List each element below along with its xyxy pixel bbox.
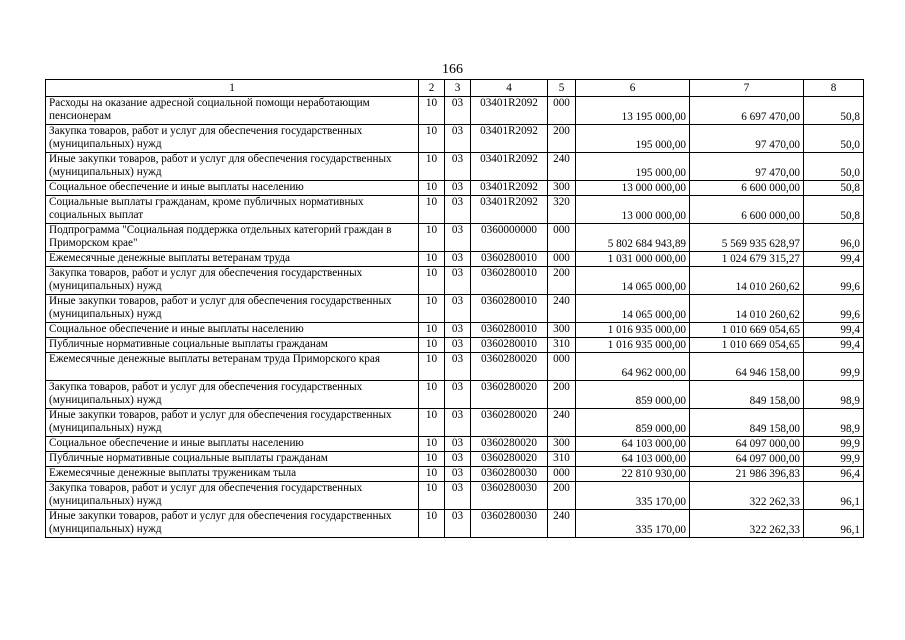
table-row	[46, 125, 864, 153]
row-executed-amount: 6 600 000,00	[690, 196, 804, 224]
column-header: 6	[576, 80, 690, 97]
row-section: 10	[419, 295, 445, 323]
row-name: Иные закупки товаров, работ и услуг для обеспечения государственных (муниципальных) нужд	[46, 409, 419, 437]
row-target-code: 0360280010	[471, 252, 548, 267]
row-expense-type: 000	[548, 252, 576, 267]
row-expense-type: 240	[548, 153, 576, 181]
row-planned-amount: 195 000,00	[576, 125, 690, 153]
row-subsection: 03	[445, 452, 471, 467]
row-planned-amount: 64 103 000,00	[576, 452, 690, 467]
row-percent: 50,8	[804, 97, 864, 125]
row-percent: 99,6	[804, 295, 864, 323]
row-planned-amount: 1 031 000 000,00	[576, 252, 690, 267]
row-expense-type: 310	[548, 338, 576, 353]
row-expense-type: 310	[548, 452, 576, 467]
row-expense-type: 320	[548, 196, 576, 224]
row-section: 10	[419, 353, 445, 381]
row-target-code: 0360280020	[471, 437, 548, 452]
row-executed-amount: 1 024 679 315,27	[690, 252, 804, 267]
row-expense-type: 200	[548, 125, 576, 153]
column-header: 8	[804, 80, 864, 97]
row-percent: 99,4	[804, 252, 864, 267]
row-executed-amount: 322 262,33	[690, 510, 804, 538]
row-target-code: 0360280030	[471, 467, 548, 482]
row-percent: 96,4	[804, 467, 864, 482]
row-executed-amount: 6 600 000,00	[690, 181, 804, 196]
row-percent: 99,9	[804, 437, 864, 452]
row-name: Публичные нормативные социальные выплаты гражданам	[46, 452, 419, 467]
row-planned-amount: 13 000 000,00	[576, 181, 690, 196]
row-percent: 99,9	[804, 452, 864, 467]
table-body	[46, 97, 864, 538]
row-name: Закупка товаров, работ и услуг для обеспечения государственных (муниципальных) нужд	[46, 482, 419, 510]
row-section: 10	[419, 510, 445, 538]
row-subsection: 03	[445, 467, 471, 482]
row-section: 10	[419, 181, 445, 196]
row-percent: 99,4	[804, 338, 864, 353]
row-executed-amount: 6 697 470,00	[690, 97, 804, 125]
row-subsection: 03	[445, 381, 471, 409]
row-percent: 50,0	[804, 125, 864, 153]
row-percent: 96,1	[804, 510, 864, 538]
row-executed-amount: 97 470,00	[690, 153, 804, 181]
row-subsection: 03	[445, 196, 471, 224]
row-subsection: 03	[445, 437, 471, 452]
row-target-code: 0360280020	[471, 409, 548, 437]
row-executed-amount: 322 262,33	[690, 482, 804, 510]
row-expense-type: 000	[548, 97, 576, 125]
row-target-code: 0360280010	[471, 267, 548, 295]
row-executed-amount: 64 097 000,00	[690, 452, 804, 467]
row-target-code: 03401R2092	[471, 97, 548, 125]
row-section: 10	[419, 482, 445, 510]
row-subsection: 03	[445, 224, 471, 252]
row-percent: 98,9	[804, 409, 864, 437]
table-row	[46, 153, 864, 181]
row-section: 10	[419, 153, 445, 181]
row-percent: 96,0	[804, 224, 864, 252]
row-subsection: 03	[445, 510, 471, 538]
row-section: 10	[419, 97, 445, 125]
row-executed-amount: 5 569 935 628,97	[690, 224, 804, 252]
row-expense-type: 200	[548, 482, 576, 510]
row-executed-amount: 1 010 669 054,65	[690, 338, 804, 353]
row-expense-type: 000	[548, 353, 576, 381]
row-target-code: 0360280010	[471, 338, 548, 353]
row-target-code: 0360280030	[471, 510, 548, 538]
row-percent: 98,9	[804, 381, 864, 409]
row-target-code: 03401R2092	[471, 125, 548, 153]
row-executed-amount: 14 010 260,62	[690, 267, 804, 295]
row-target-code: 0360280020	[471, 353, 548, 381]
row-subsection: 03	[445, 267, 471, 295]
row-percent: 99,6	[804, 267, 864, 295]
row-target-code: 0360280020	[471, 381, 548, 409]
row-percent: 50,0	[804, 153, 864, 181]
column-header: 5	[548, 80, 576, 97]
row-subsection: 03	[445, 181, 471, 196]
row-expense-type: 200	[548, 267, 576, 295]
table-row	[46, 224, 864, 252]
page-number: 166	[442, 62, 463, 77]
row-target-code: 0360280010	[471, 323, 548, 338]
row-percent: 99,4	[804, 323, 864, 338]
row-name: Закупка товаров, работ и услуг для обеспечения государственных (муниципальных) нужд	[46, 381, 419, 409]
row-executed-amount: 21 986 396,83	[690, 467, 804, 482]
row-expense-type: 300	[548, 323, 576, 338]
row-planned-amount: 14 065 000,00	[576, 295, 690, 323]
row-planned-amount: 859 000,00	[576, 381, 690, 409]
row-name: Закупка товаров, работ и услуг для обеспечения государственных (муниципальных) нужд	[46, 267, 419, 295]
row-subsection: 03	[445, 125, 471, 153]
row-executed-amount: 14 010 260,62	[690, 295, 804, 323]
row-name: Социальное обеспечение и иные выплаты населению	[46, 181, 419, 196]
row-section: 10	[419, 323, 445, 338]
row-planned-amount: 195 000,00	[576, 153, 690, 181]
row-subsection: 03	[445, 409, 471, 437]
column-header: 2	[419, 80, 445, 97]
column-header: 4	[471, 80, 548, 97]
table-row	[46, 353, 864, 381]
row-planned-amount: 1 016 935 000,00	[576, 338, 690, 353]
row-section: 10	[419, 467, 445, 482]
row-subsection: 03	[445, 323, 471, 338]
table-row	[46, 482, 864, 510]
row-planned-amount: 1 016 935 000,00	[576, 323, 690, 338]
row-planned-amount: 13 195 000,00	[576, 97, 690, 125]
row-expense-type: 000	[548, 467, 576, 482]
row-target-code: 0360280020	[471, 452, 548, 467]
row-percent: 96,1	[804, 482, 864, 510]
row-name: Подпрограмма "Социальная поддержка отдельных категорий граждан в Приморском крае"	[46, 224, 419, 252]
row-subsection: 03	[445, 97, 471, 125]
row-subsection: 03	[445, 338, 471, 353]
row-planned-amount: 22 810 930,00	[576, 467, 690, 482]
row-expense-type: 000	[548, 224, 576, 252]
table-row	[46, 267, 864, 295]
row-planned-amount: 5 802 684 943,89	[576, 224, 690, 252]
table-row	[46, 437, 864, 452]
row-name: Публичные нормативные социальные выплаты гражданам	[46, 338, 419, 353]
row-planned-amount: 64 962 000,00	[576, 353, 690, 381]
row-target-code: 03401R2092	[471, 196, 548, 224]
row-section: 10	[419, 224, 445, 252]
row-planned-amount: 64 103 000,00	[576, 437, 690, 452]
row-name: Социальное обеспечение и иные выплаты населению	[46, 437, 419, 452]
row-executed-amount: 1 010 669 054,65	[690, 323, 804, 338]
table-row	[46, 196, 864, 224]
row-name: Закупка товаров, работ и услуг для обеспечения государственных (муниципальных) нужд	[46, 125, 419, 153]
row-expense-type: 200	[548, 381, 576, 409]
row-subsection: 03	[445, 252, 471, 267]
row-subsection: 03	[445, 482, 471, 510]
row-executed-amount: 849 158,00	[690, 409, 804, 437]
table-row	[46, 181, 864, 196]
row-name: Социальное обеспечение и иные выплаты населению	[46, 323, 419, 338]
row-subsection: 03	[445, 353, 471, 381]
row-planned-amount: 335 170,00	[576, 510, 690, 538]
row-subsection: 03	[445, 153, 471, 181]
row-planned-amount: 13 000 000,00	[576, 196, 690, 224]
row-target-code: 0360000000	[471, 224, 548, 252]
table-row	[46, 452, 864, 467]
row-expense-type: 240	[548, 510, 576, 538]
row-section: 10	[419, 196, 445, 224]
table-header-row	[46, 80, 864, 97]
column-header: 1	[46, 80, 419, 97]
table-row	[46, 295, 864, 323]
row-name: Иные закупки товаров, работ и услуг для обеспечения государственных (муниципальных) нужд	[46, 295, 419, 323]
row-percent: 50,8	[804, 181, 864, 196]
row-percent: 99,9	[804, 353, 864, 381]
table-row	[46, 409, 864, 437]
row-planned-amount: 335 170,00	[576, 482, 690, 510]
row-planned-amount: 859 000,00	[576, 409, 690, 437]
row-percent: 50,8	[804, 196, 864, 224]
row-name: Ежемесячные денежные выплаты ветеранам труда	[46, 252, 419, 267]
row-section: 10	[419, 267, 445, 295]
column-header: 7	[690, 80, 804, 97]
row-target-code: 03401R2092	[471, 153, 548, 181]
row-section: 10	[419, 452, 445, 467]
row-name: Ежемесячные денежные выплаты труженикам тыла	[46, 467, 419, 482]
row-planned-amount: 14 065 000,00	[576, 267, 690, 295]
row-executed-amount: 64 946 158,00	[690, 353, 804, 381]
row-section: 10	[419, 252, 445, 267]
table-row	[46, 510, 864, 538]
row-executed-amount: 849 158,00	[690, 381, 804, 409]
row-expense-type: 240	[548, 295, 576, 323]
row-section: 10	[419, 437, 445, 452]
row-expense-type: 300	[548, 437, 576, 452]
row-section: 10	[419, 409, 445, 437]
row-target-code: 0360280030	[471, 482, 548, 510]
row-expense-type: 240	[548, 409, 576, 437]
table-row	[46, 97, 864, 125]
row-section: 10	[419, 381, 445, 409]
table-row	[46, 467, 864, 482]
row-name: Социальные выплаты гражданам, кроме публичных нормативных социальных выплат	[46, 196, 419, 224]
row-name: Ежемесячные денежные выплаты ветеранам труда Приморского края	[46, 353, 419, 381]
table-row	[46, 323, 864, 338]
row-subsection: 03	[445, 295, 471, 323]
column-header: 3	[445, 80, 471, 97]
row-name: Расходы на оказание адресной социальной помощи неработающим пенсионерам	[46, 97, 419, 125]
row-expense-type: 300	[548, 181, 576, 196]
row-section: 10	[419, 125, 445, 153]
row-target-code: 0360280010	[471, 295, 548, 323]
row-executed-amount: 64 097 000,00	[690, 437, 804, 452]
row-target-code: 03401R2092	[471, 181, 548, 196]
table-row	[46, 338, 864, 353]
table-row	[46, 252, 864, 267]
row-name: Иные закупки товаров, работ и услуг для обеспечения государственных (муниципальных) нужд	[46, 510, 419, 538]
row-name: Иные закупки товаров, работ и услуг для обеспечения государственных (муниципальных) нужд	[46, 153, 419, 181]
row-section: 10	[419, 338, 445, 353]
budget-table	[45, 79, 864, 538]
row-executed-amount: 97 470,00	[690, 125, 804, 153]
table-row	[46, 381, 864, 409]
